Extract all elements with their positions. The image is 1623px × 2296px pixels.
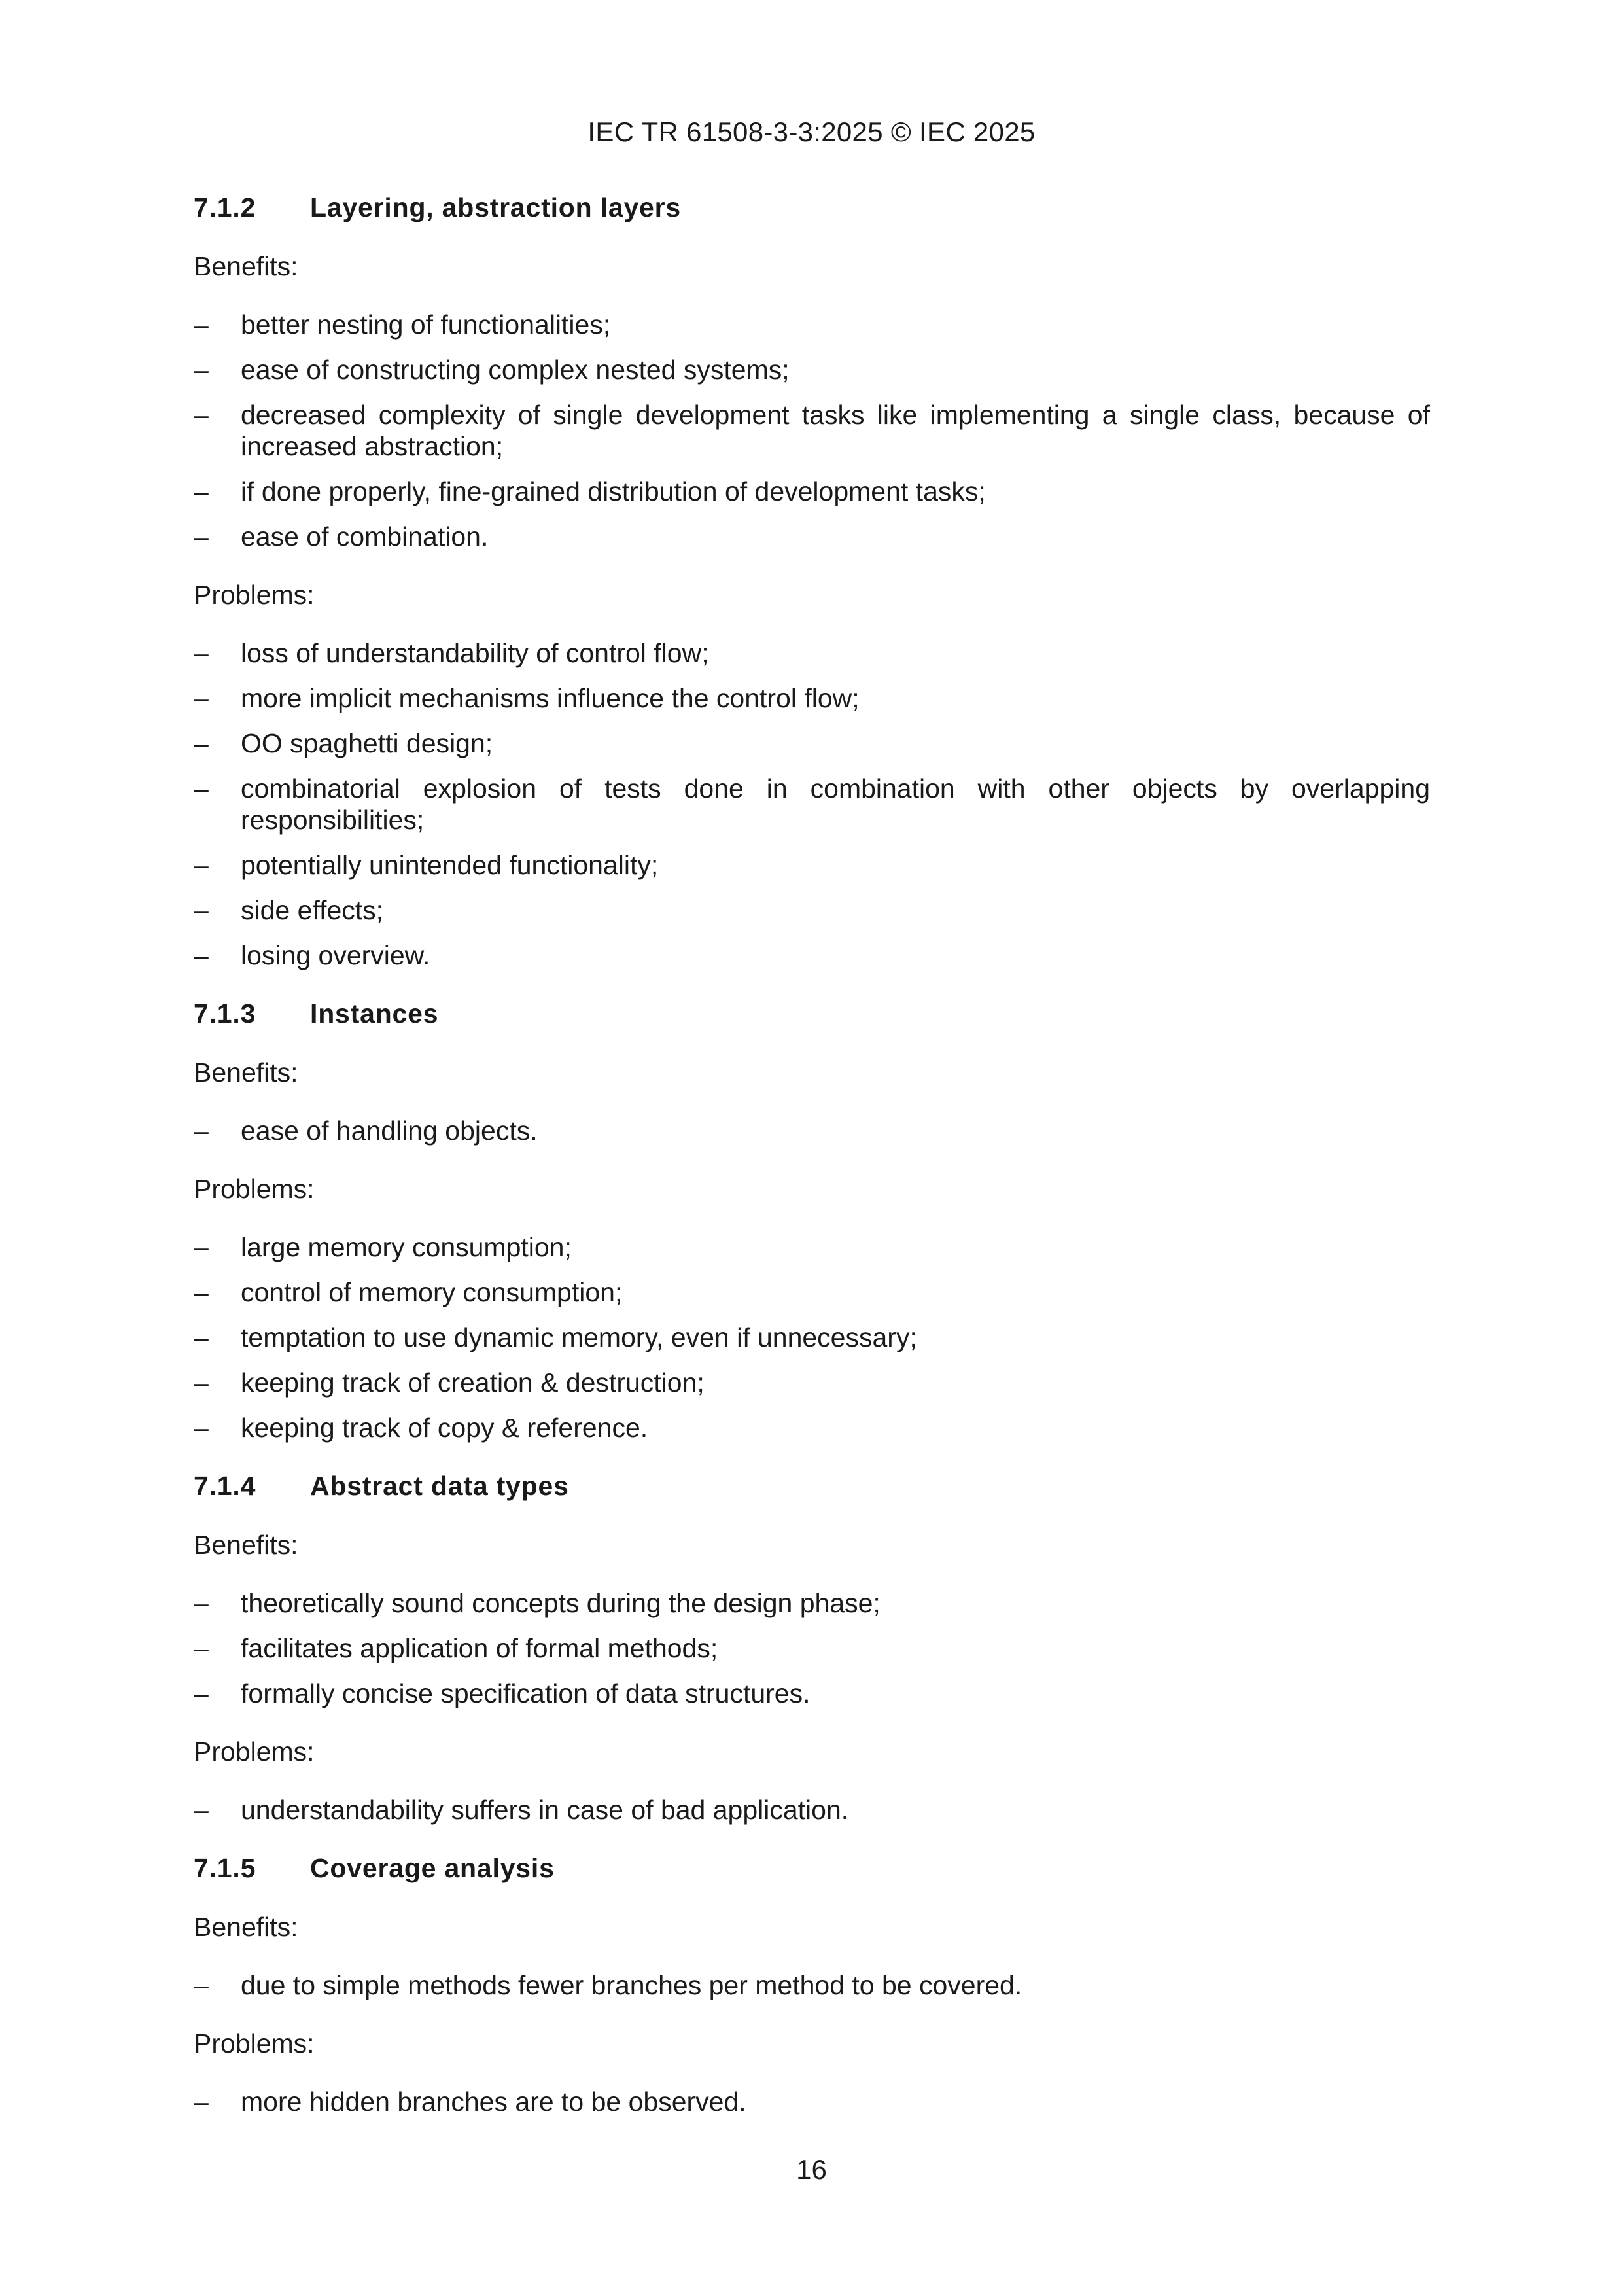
dash-bullet: – xyxy=(194,1277,209,1307)
list-item xyxy=(194,1277,1430,1308)
benefits-list xyxy=(194,1969,1430,2001)
benefits-label: Benefits: xyxy=(194,1912,298,1942)
list-item-text: decreased complexity of single development tasks like implementing a single class, because of increased abstraction; xyxy=(241,400,1430,461)
dash-bullet: – xyxy=(194,1368,209,1398)
dash-bullet: – xyxy=(194,1795,209,1825)
dash-bullet: – xyxy=(194,476,209,506)
list-item xyxy=(194,1794,1430,1826)
list-item xyxy=(194,354,1430,385)
benefits-label: Benefits: xyxy=(194,251,298,281)
section-number: 7.1.4 xyxy=(194,1471,256,1501)
list-item-text: facilitates application of formal methods; xyxy=(241,1633,718,1663)
dash-bullet: – xyxy=(194,521,209,552)
section-7-1-5 xyxy=(194,1852,1430,2117)
dash-bullet: – xyxy=(194,1633,209,1663)
problems-list xyxy=(194,637,1430,971)
list-item-text: ease of handling objects. xyxy=(241,1116,538,1146)
list-item-text: temptation to use dynamic memory, even if unnecessary; xyxy=(241,1322,917,1352)
list-item xyxy=(194,1367,1430,1398)
list-item-text: formally concise specification of data structures. xyxy=(241,1678,811,1708)
list-item xyxy=(194,309,1430,340)
problems-list xyxy=(194,2086,1430,2117)
dash-bullet: – xyxy=(194,2087,209,2117)
list-item-text: due to simple methods fewer branches per method to be covered. xyxy=(241,1970,1022,2000)
list-item-text: combinatorial explosion of tests done in combination with other objects by overlapping responsibilities; xyxy=(241,773,1430,835)
list-item-text: keeping track of copy & reference. xyxy=(241,1413,648,1443)
list-item xyxy=(194,2086,1430,2117)
section-heading xyxy=(194,1470,1430,1502)
list-item xyxy=(194,940,1430,971)
list-item-text: potentially unintended functionality; xyxy=(241,850,659,880)
list-item xyxy=(194,1231,1430,1263)
list-item xyxy=(194,1115,1430,1146)
list-item-text: OO spaghetti design; xyxy=(241,728,493,758)
list-item xyxy=(194,1322,1430,1353)
section-number: 7.1.2 xyxy=(194,192,256,222)
list-item-text: understandability suffers in case of bad application. xyxy=(241,1795,849,1825)
benefits-list xyxy=(194,1587,1430,1709)
page-header: IEC TR 61508-3-3:2025 © IEC 2025 xyxy=(587,116,1036,147)
dash-bullet: – xyxy=(194,638,209,668)
list-item-text: more implicit mechanisms influence the control flow; xyxy=(241,683,860,713)
dash-bullet: – xyxy=(194,683,209,713)
problems-label: Problems: xyxy=(194,580,315,610)
list-item-text: large memory consumption; xyxy=(241,1232,572,1262)
list-item xyxy=(194,1969,1430,2001)
dash-bullet: – xyxy=(194,1678,209,1708)
list-item-text: ease of constructing complex nested systems; xyxy=(241,355,790,385)
list-item-text: losing overview. xyxy=(241,940,430,970)
list-item xyxy=(194,1633,1430,1664)
dash-bullet: – xyxy=(194,940,209,970)
section-number: 7.1.3 xyxy=(194,998,256,1029)
dash-bullet: – xyxy=(194,400,209,430)
section-title: Instances xyxy=(310,998,439,1029)
dash-bullet: – xyxy=(194,1970,209,2000)
list-item-text: better nesting of functionalities; xyxy=(241,309,611,340)
page-number: 16 xyxy=(796,2154,827,2185)
list-item xyxy=(194,399,1430,462)
section-heading xyxy=(194,191,1430,224)
list-item xyxy=(194,637,1430,669)
dash-bullet: – xyxy=(194,355,209,385)
problems-list xyxy=(194,1231,1430,1443)
list-item xyxy=(194,1587,1430,1619)
section-title: Coverage analysis xyxy=(310,1853,555,1883)
benefits-label: Benefits: xyxy=(194,1057,298,1087)
section-title: Layering, abstraction layers xyxy=(310,192,682,222)
problems-label: Problems: xyxy=(194,2028,315,2058)
dash-bullet: – xyxy=(194,850,209,880)
list-item xyxy=(194,894,1430,926)
benefits-list xyxy=(194,1115,1430,1146)
list-item xyxy=(194,476,1430,507)
section-7-1-4 xyxy=(194,1470,1430,1826)
list-item-text: control of memory consumption; xyxy=(241,1277,623,1307)
list-item-text: keeping track of creation & destruction; xyxy=(241,1368,705,1398)
section-heading xyxy=(194,1852,1430,1884)
list-item xyxy=(194,682,1430,714)
list-item xyxy=(194,849,1430,881)
list-item-text: theoretically sound concepts during the design phase; xyxy=(241,1588,881,1618)
section-7-1-2 xyxy=(194,191,1430,971)
dash-bullet: – xyxy=(194,773,209,804)
list-item xyxy=(194,773,1430,836)
list-item-text: side effects; xyxy=(241,895,384,925)
list-item-text: loss of understandability of control flow; xyxy=(241,638,709,668)
problems-label: Problems: xyxy=(194,1174,315,1204)
benefits-label: Benefits: xyxy=(194,1530,298,1560)
benefits-list xyxy=(194,309,1430,552)
section-title: Abstract data types xyxy=(310,1471,569,1501)
dash-bullet: – xyxy=(194,895,209,925)
document-body xyxy=(194,191,1430,2144)
dash-bullet: – xyxy=(194,1588,209,1618)
list-item xyxy=(194,521,1430,552)
list-item xyxy=(194,1678,1430,1709)
dash-bullet: – xyxy=(194,728,209,758)
dash-bullet: – xyxy=(194,1116,209,1146)
problems-label: Problems: xyxy=(194,1737,315,1767)
section-number: 7.1.5 xyxy=(194,1853,256,1883)
dash-bullet: – xyxy=(194,309,209,340)
dash-bullet: – xyxy=(194,1322,209,1352)
dash-bullet: – xyxy=(194,1413,209,1443)
list-item-text: more hidden branches are to be observed. xyxy=(241,2087,746,2117)
section-7-1-3 xyxy=(194,997,1430,1443)
sections-container xyxy=(194,191,1430,2117)
list-item-text: if done properly, fine-grained distribution of development tasks; xyxy=(241,476,986,506)
problems-list xyxy=(194,1794,1430,1826)
list-item xyxy=(194,1412,1430,1443)
list-item xyxy=(194,728,1430,759)
list-item-text: ease of combination. xyxy=(241,521,489,552)
section-heading xyxy=(194,997,1430,1030)
dash-bullet: – xyxy=(194,1232,209,1262)
